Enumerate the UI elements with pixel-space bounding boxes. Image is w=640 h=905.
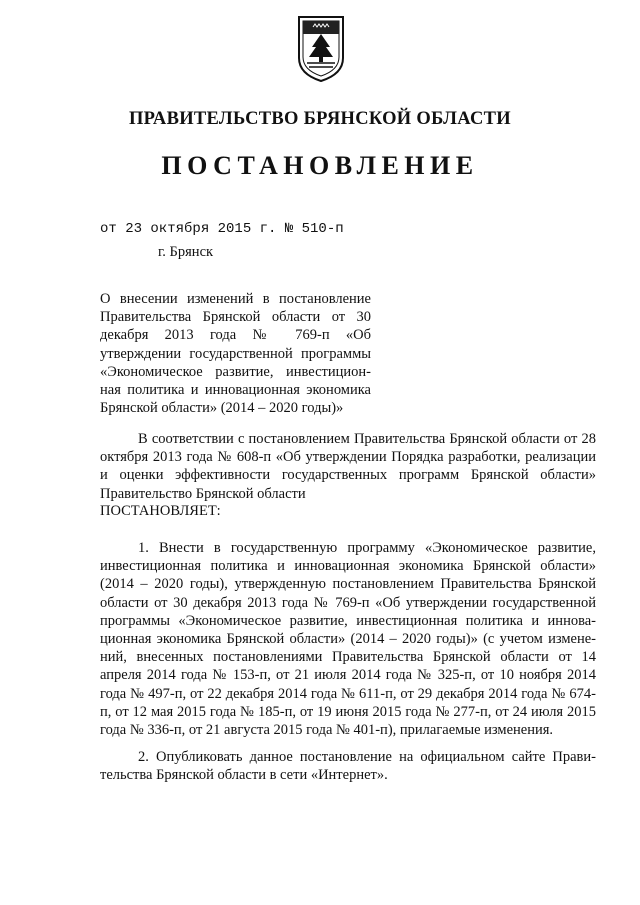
clause-1-paragraph: 1. Внести в государственную программу «Экономическое развитие, инвестиционная политика и инновационная экономика Брянской области» (2014 – 2020 годы), утвержденную постановлением Правительства Брянской области от 30 декабря 2013 года № 769-п «Об утверждении государственной программы «Экономическое развитие, инвестиционная политика и иннова-ционная экономика Брянской области» (2014 – 2020 годы)» (с учетом измене-ний, внесенных постановлениями Правительства Брянской области от 14 апреля 2014 года № 153-п, от 21 июля 2014 года № 325-п, от 10 ноября 2014 года № 497-п, от 22 декабря 2014 года № 611-п, от 29 декабря 2014 года № 674-п, от 12 мая 2015 года № 185-п, от 19 июня 2015 года № 277-п, от 24 июля 2015 года № 336-п, от 21 августа 2015 года № 401-п), прилагаемые изменения.: [100, 540, 596, 739]
preamble-paragraph: В соответствии с постановлением Правительства Брянской области от 28 октября 2013 года № 608-п «Об утверждении Порядка разработки, реализации и оценки эффективности государственных программ Брянской области» Правительство Брянской области: [100, 431, 596, 502]
document-subject: О внесении изменений в постановление Правительства Брянской области от 30 декабря 2013 года № 769-п «Об утверждении государственной программы «Экономическое развитие, инвестицион-ная политика и инновационная экономика Брянской области» (2014 – 2020 годы)»: [100, 291, 371, 417]
clause-2-paragraph: 2. Опубликовать данное постановление на официальном сайте Прави-тельства Брянской области в сети «Интернет».: [100, 749, 596, 784]
document-type-heading: ПОСТАНОВЛЕНИЕ: [161, 151, 479, 180]
document-date-number: от 23 октября 2015 г. № 510-п: [100, 221, 344, 237]
decree-word: ПОСТАНОВЛЯЕТ:: [100, 503, 221, 519]
document-city: г. Брянск: [158, 244, 214, 260]
government-title: ПРАВИТЕЛЬСТВО БРЯНСКОЙ ОБЛАСТИ: [128, 109, 511, 129]
bryansk-oblast-coat-of-arms-icon: [295, 14, 347, 84]
